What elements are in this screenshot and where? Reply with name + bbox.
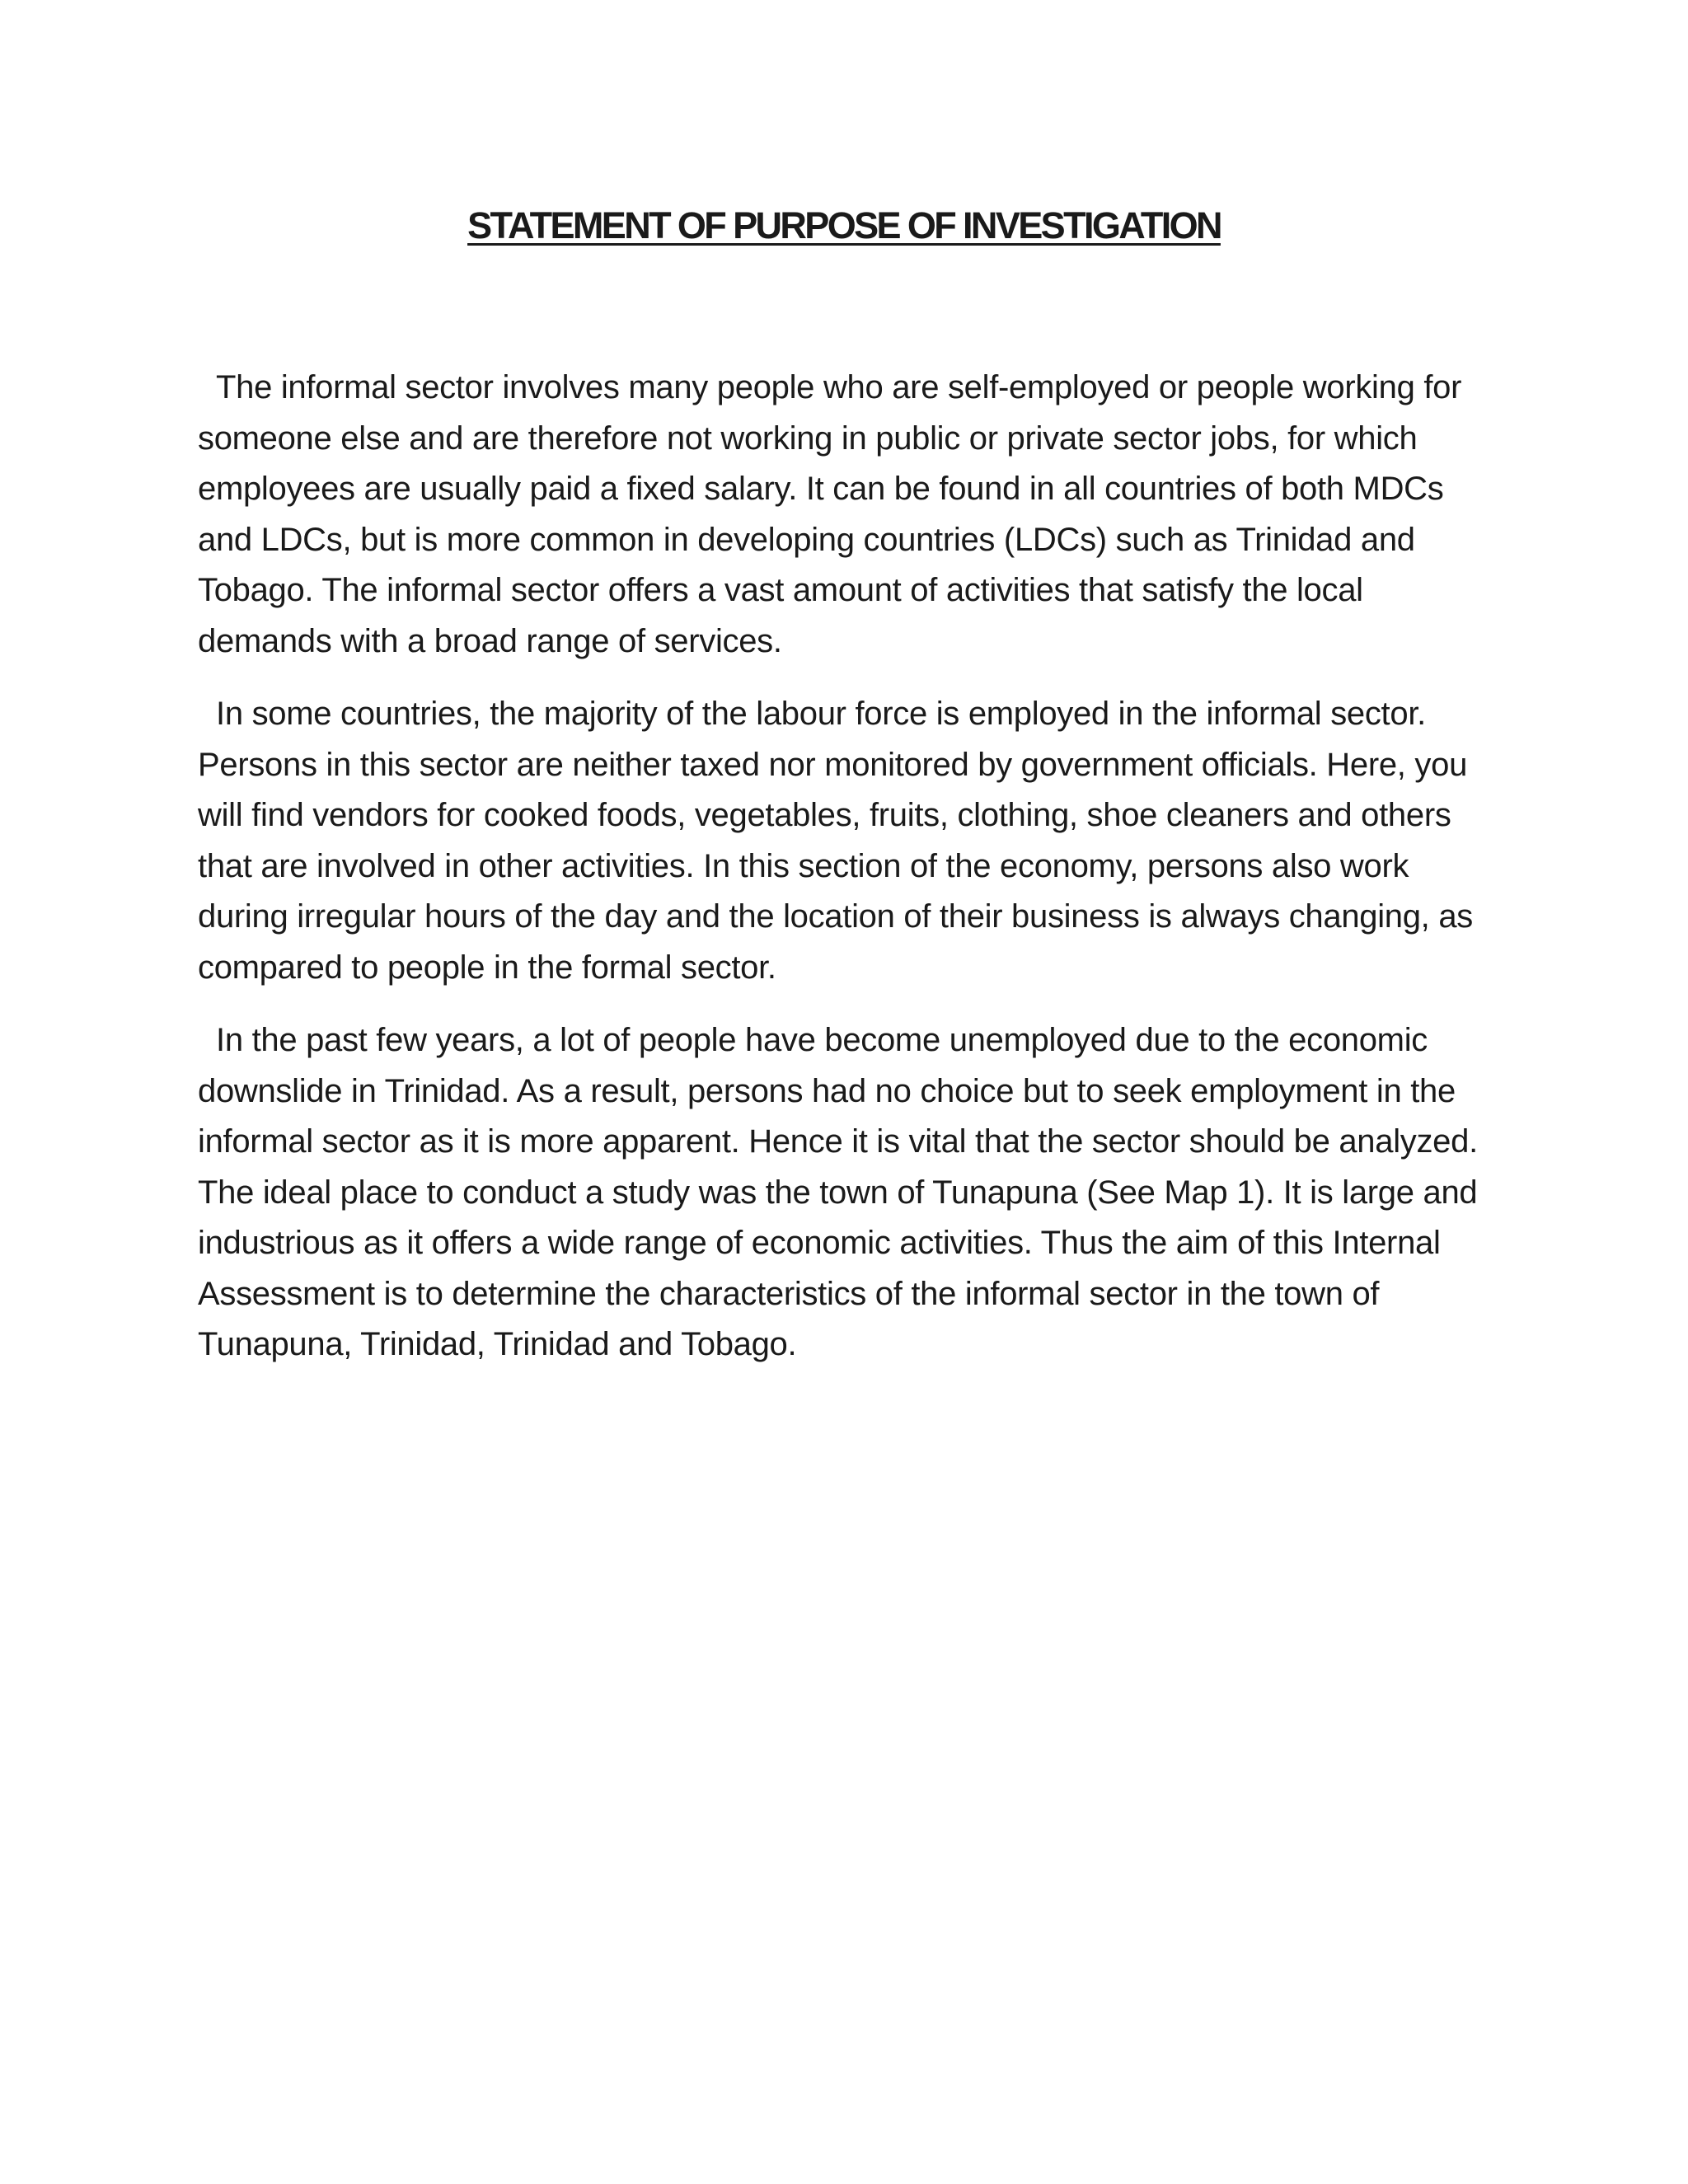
document-title [0,201,1688,251]
document-title-text: STATEMENT OF PURPOSE OF INVESTIGATION [467,204,1221,246]
paragraph-1: The informal sector involves many people who are self-employed or people working for someone else and are therefore not working in public or private sector jobs, for which employees are usually paid a fixed salary. It can be found in all countries of both MDCs and LDCs, but is more common in developing countries (LDCs) such as Trinidad and Tobago. The informal sector offers a vast amount of activities that satisfy the local demands with a broad range of services. [198,369,1462,659]
document-body [198,363,1500,1393]
paragraph-2: In some countries, the majority of the labour force is employed in the informal sector. Persons in this sector are neither taxed nor monitored by government officials. Here, you will find vendors for cooked foods, vegetables, fruits, clothing, shoe cleaners and others that are involved in other activities. In this section of the economy, persons also work during irregular hours of the day and the location of their business is always changing, as compared to people in the formal sector. [198,696,1473,986]
paragraph-3: In the past few years, a lot of people have become unemployed due to the economic downslide in Trinidad. As a result, persons had no choice but to seek employment in the informal sector as it is more apparent. Hence it is vital that the sector should be analyzed. The ideal place to conduct a study was the town of Tunapuna (See Map 1). It is large and industrious as it offers a wide range of economic activities. Thus the aim of this Internal Assessment is to determine the characteristics of the informal sector in the town of Tunapuna, Trinidad, Trinidad and Tobago. [198,1022,1478,1362]
